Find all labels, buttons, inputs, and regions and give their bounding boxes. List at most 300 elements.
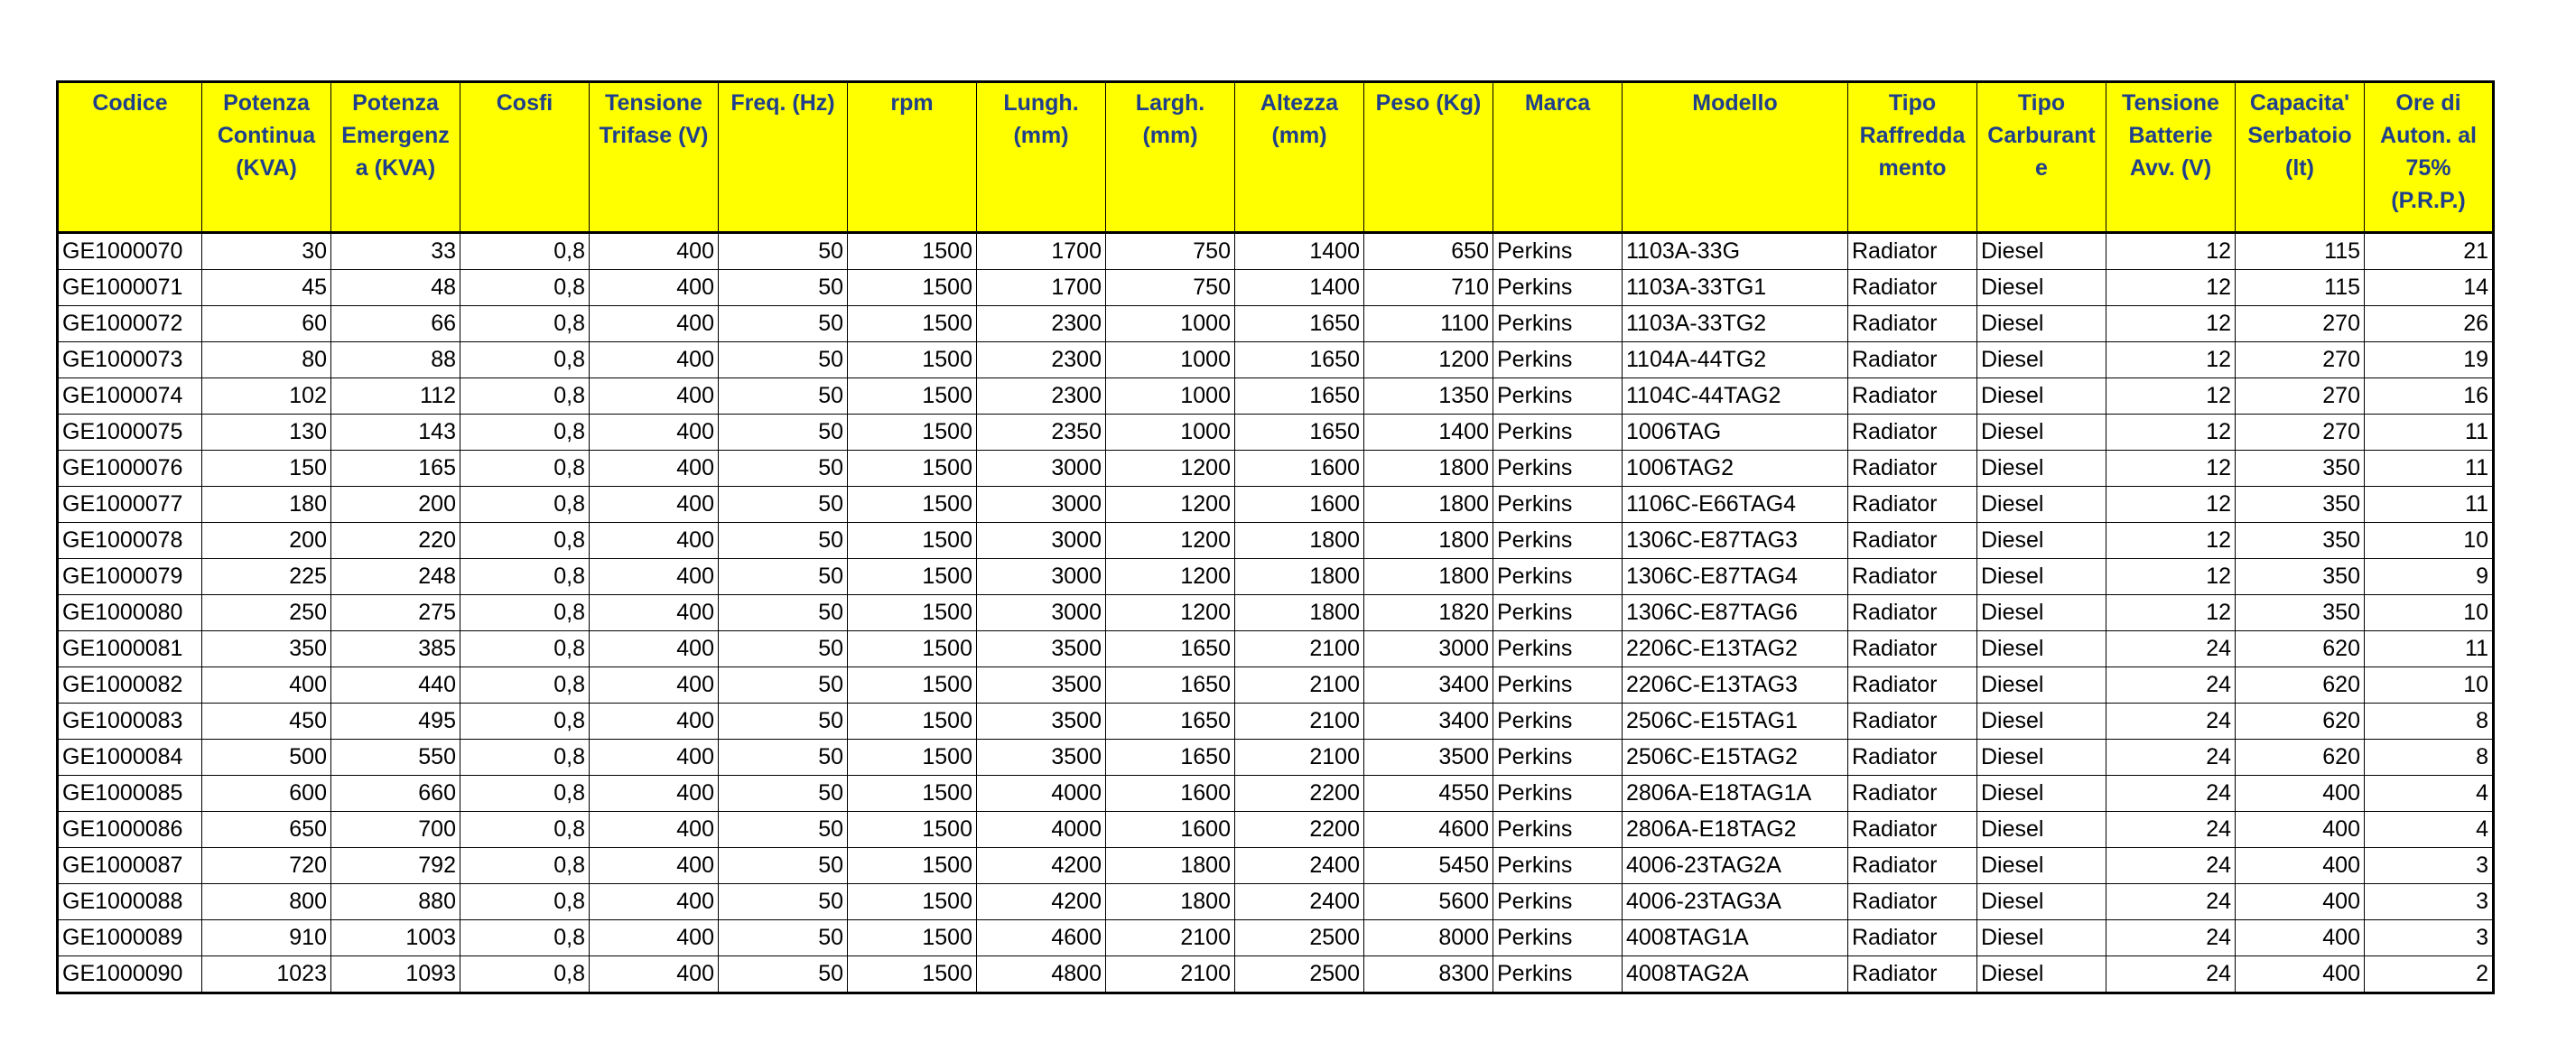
table-cell: 24 <box>2106 704 2236 740</box>
table-cell: 2100 <box>1106 920 1235 956</box>
table-cell: 1500 <box>848 378 977 415</box>
table-cell: 1400 <box>1235 270 1364 306</box>
table-cell: Perkins <box>1493 812 1623 848</box>
table-cell: 1800 <box>1364 451 1493 487</box>
table-cell: 0,8 <box>460 415 590 451</box>
table-cell: Radiator <box>1848 342 1977 378</box>
table-cell: 3 <box>2365 848 2494 884</box>
table-cell: 24 <box>2106 812 2236 848</box>
table-cell: Perkins <box>1493 595 1623 631</box>
table-cell: 2100 <box>1235 667 1364 704</box>
column-header-line: Avv. (V) <box>2129 155 2212 181</box>
column-header-line: Serbatoio <box>2247 123 2352 148</box>
table-cell: 112 <box>331 378 460 415</box>
table-cell: 400 <box>2236 920 2365 956</box>
table-cell: GE1000073 <box>58 342 202 378</box>
table-cell: 1106C-E66TAG4 <box>1623 487 1848 523</box>
table-cell: 3 <box>2365 920 2494 956</box>
table-cell: 2506C-E15TAG1 <box>1623 704 1848 740</box>
table-cell: 4006-23TAG2A <box>1623 848 1848 884</box>
table-cell: 248 <box>331 559 460 595</box>
table-cell: 1103A-33TG2 <box>1623 306 1848 342</box>
table-cell: 50 <box>719 523 848 559</box>
table-cell: 11 <box>2365 487 2494 523</box>
table-cell: Perkins <box>1493 415 1623 451</box>
table-cell: 400 <box>590 884 719 920</box>
table-cell: 80 <box>202 342 331 378</box>
table-cell: 3000 <box>977 451 1106 487</box>
table-cell: 440 <box>331 667 460 704</box>
table-cell: 1003 <box>331 920 460 956</box>
table-cell: 2300 <box>977 306 1106 342</box>
table-cell: 11 <box>2365 631 2494 667</box>
table-cell: 400 <box>590 233 719 270</box>
column-header-line: Auton. al <box>2380 123 2477 148</box>
table-cell: 10 <box>2365 595 2494 631</box>
table-cell: 500 <box>202 740 331 776</box>
table-cell: Diesel <box>1977 233 2106 270</box>
table-cell: 600 <box>202 776 331 812</box>
table-cell: 400 <box>590 342 719 378</box>
table-cell: 350 <box>2236 595 2365 631</box>
table-cell: 550 <box>331 740 460 776</box>
table-cell: 0,8 <box>460 704 590 740</box>
table-cell: Diesel <box>1977 342 2106 378</box>
table-cell: 750 <box>1106 233 1235 270</box>
table-cell: Diesel <box>1977 667 2106 704</box>
column-header-line: Batterie <box>2128 123 2213 148</box>
table-cell: Radiator <box>1848 415 1977 451</box>
table-cell: Radiator <box>1848 270 1977 306</box>
table-cell: 1500 <box>848 812 977 848</box>
table-cell: Perkins <box>1493 740 1623 776</box>
table-cell: 1400 <box>1235 233 1364 270</box>
table-cell: Diesel <box>1977 270 2106 306</box>
table-cell: 4550 <box>1364 776 1493 812</box>
table-row <box>58 523 2494 559</box>
table-cell: Perkins <box>1493 270 1623 306</box>
column-header-line: (mm) <box>1271 123 1327 148</box>
table-row <box>58 884 2494 920</box>
table-row <box>58 740 2494 776</box>
table-cell: 4006-23TAG3A <box>1623 884 1848 920</box>
column-header-line: Modello <box>1692 90 1778 116</box>
table-cell: 1650 <box>1106 667 1235 704</box>
table-cell: 50 <box>719 595 848 631</box>
table-cell: 50 <box>719 956 848 993</box>
table-row <box>58 233 2494 270</box>
table-cell: 2500 <box>1235 920 1364 956</box>
table-cell: 270 <box>2236 342 2365 378</box>
table-cell: GE1000090 <box>58 956 202 993</box>
column-header-line: Marca <box>1524 90 1591 116</box>
table-row <box>58 920 2494 956</box>
table-row <box>58 631 2494 667</box>
column-header <box>1848 82 1977 233</box>
table-cell: 0,8 <box>460 848 590 884</box>
table-cell: 165 <box>331 451 460 487</box>
column-header-line: (mm) <box>1142 123 1198 148</box>
table-cell: 8000 <box>1364 920 1493 956</box>
table-cell: 0,8 <box>460 667 590 704</box>
table-cell: 1200 <box>1106 559 1235 595</box>
table-cell: 0,8 <box>460 342 590 378</box>
table-cell: 2400 <box>1235 884 1364 920</box>
table-cell: 1800 <box>1235 523 1364 559</box>
table-cell: 3500 <box>977 704 1106 740</box>
column-header-line: Capacita' <box>2249 90 2350 116</box>
table-cell: 1023 <box>202 956 331 993</box>
table-cell: Radiator <box>1848 595 1977 631</box>
table-cell: 0,8 <box>460 631 590 667</box>
column-header-line: mento <box>1878 155 1947 181</box>
table-cell: 0,8 <box>460 595 590 631</box>
table-cell: 50 <box>719 812 848 848</box>
table-cell: 24 <box>2106 920 2236 956</box>
table-cell: Perkins <box>1493 487 1623 523</box>
column-header-line: Potenza <box>352 90 439 116</box>
table-row <box>58 559 2494 595</box>
table-cell: 12 <box>2106 559 2236 595</box>
table-cell: Diesel <box>1977 740 2106 776</box>
table-cell: 1500 <box>848 704 977 740</box>
table-cell: 400 <box>590 415 719 451</box>
table-cell: Diesel <box>1977 487 2106 523</box>
table-cell: 3000 <box>977 523 1106 559</box>
column-header <box>1623 82 1848 233</box>
table-cell: 1600 <box>1106 776 1235 812</box>
table-cell: 400 <box>590 740 719 776</box>
table-cell: GE1000082 <box>58 667 202 704</box>
table-cell: 2806A-E18TAG1A <box>1623 776 1848 812</box>
column-header <box>2106 82 2236 233</box>
table-cell: 60 <box>202 306 331 342</box>
table-cell: 270 <box>2236 306 2365 342</box>
table-cell: 720 <box>202 848 331 884</box>
table-cell: 350 <box>2236 451 2365 487</box>
column-header <box>848 82 977 233</box>
table-cell: 400 <box>590 667 719 704</box>
table-cell: Perkins <box>1493 523 1623 559</box>
table-cell: 24 <box>2106 740 2236 776</box>
table-cell: 4 <box>2365 776 2494 812</box>
table-cell: 1500 <box>848 740 977 776</box>
column-header-line: 75% <box>2405 155 2451 181</box>
table-cell: Radiator <box>1848 451 1977 487</box>
table-cell: 1100 <box>1364 306 1493 342</box>
table-cell: 250 <box>202 595 331 631</box>
table-cell: 24 <box>2106 956 2236 993</box>
table-cell: 1500 <box>848 956 977 993</box>
table-cell: 2500 <box>1235 956 1364 993</box>
table-cell: 50 <box>719 378 848 415</box>
table-cell: Radiator <box>1848 848 1977 884</box>
table-cell: Radiator <box>1848 559 1977 595</box>
table-cell: 0,8 <box>460 812 590 848</box>
table-cell: 30 <box>202 233 331 270</box>
table-cell: Radiator <box>1848 920 1977 956</box>
table-cell: 2300 <box>977 378 1106 415</box>
table-cell: 0,8 <box>460 270 590 306</box>
table-cell: 1103A-33TG1 <box>1623 270 1848 306</box>
table-cell: 1500 <box>848 451 977 487</box>
column-header-line: Potenza <box>223 90 310 116</box>
table-cell: Diesel <box>1977 595 2106 631</box>
table-cell: 1200 <box>1106 523 1235 559</box>
table-cell: 1500 <box>848 884 977 920</box>
table-cell: 1200 <box>1106 595 1235 631</box>
column-header <box>202 82 331 233</box>
table-cell: 50 <box>719 559 848 595</box>
table-cell: 1500 <box>848 487 977 523</box>
table-cell: 700 <box>331 812 460 848</box>
table-row <box>58 956 2494 993</box>
table-cell: Radiator <box>1848 956 1977 993</box>
table-cell: Radiator <box>1848 306 1977 342</box>
table-cell: GE1000085 <box>58 776 202 812</box>
table-cell: Radiator <box>1848 487 1977 523</box>
table-cell: 0,8 <box>460 233 590 270</box>
table-cell: 1000 <box>1106 415 1235 451</box>
column-header-line: Emergenz <box>341 123 450 148</box>
table-cell: 1500 <box>848 631 977 667</box>
table-cell: 4200 <box>977 884 1106 920</box>
table-cell: 1103A-33G <box>1623 233 1848 270</box>
table-cell: 1700 <box>977 233 1106 270</box>
table-cell: 150 <box>202 451 331 487</box>
table-cell: 130 <box>202 415 331 451</box>
table-cell: 1093 <box>331 956 460 993</box>
table-cell: 2100 <box>1235 631 1364 667</box>
table-cell: 400 <box>590 559 719 595</box>
table-cell: 3400 <box>1364 667 1493 704</box>
table-cell: 12 <box>2106 487 2236 523</box>
table-row <box>58 595 2494 631</box>
table-cell: 400 <box>2236 812 2365 848</box>
table-cell: 1820 <box>1364 595 1493 631</box>
table-cell: Perkins <box>1493 704 1623 740</box>
table-cell: 2300 <box>977 342 1106 378</box>
table-cell: 0,8 <box>460 776 590 812</box>
table-row <box>58 776 2494 812</box>
table-cell: 400 <box>590 487 719 523</box>
column-header-line: a (KVA) <box>355 155 436 181</box>
column-header-line: Raffredda <box>1859 123 1966 148</box>
table-cell: 2200 <box>1235 812 1364 848</box>
table-cell: 792 <box>331 848 460 884</box>
table-cell: 1500 <box>848 848 977 884</box>
column-header-line: Tipo <box>2017 90 2066 116</box>
table-cell: 12 <box>2106 270 2236 306</box>
table-cell: 200 <box>331 487 460 523</box>
table-cell: GE1000079 <box>58 559 202 595</box>
table-cell: GE1000072 <box>58 306 202 342</box>
table-cell: 50 <box>719 631 848 667</box>
table-cell: 50 <box>719 704 848 740</box>
table-cell: 16 <box>2365 378 2494 415</box>
table-cell: 400 <box>2236 884 2365 920</box>
table-cell: Perkins <box>1493 306 1623 342</box>
column-header-line: Altezza <box>1260 90 1339 116</box>
table-cell: 3 <box>2365 884 2494 920</box>
table-cell: 4008TAG1A <box>1623 920 1848 956</box>
table-cell: 4 <box>2365 812 2494 848</box>
table-cell: 1800 <box>1364 487 1493 523</box>
table-cell: 270 <box>2236 378 2365 415</box>
table-cell: Diesel <box>1977 378 2106 415</box>
table-cell: Perkins <box>1493 559 1623 595</box>
table-cell: 50 <box>719 270 848 306</box>
table-cell: 2806A-E18TAG2 <box>1623 812 1848 848</box>
table-cell: 1500 <box>848 667 977 704</box>
table-cell: 1600 <box>1235 451 1364 487</box>
table-cell: Radiator <box>1848 884 1977 920</box>
table-cell: 0,8 <box>460 451 590 487</box>
table-cell: GE1000076 <box>58 451 202 487</box>
column-header <box>977 82 1106 233</box>
column-header-line: Lungh. <box>1003 90 1079 116</box>
table-cell: 8 <box>2365 740 2494 776</box>
table-cell: 2100 <box>1235 740 1364 776</box>
table-cell: 910 <box>202 920 331 956</box>
table-cell: GE1000080 <box>58 595 202 631</box>
table-cell: 1800 <box>1106 848 1235 884</box>
table-cell: 1800 <box>1364 523 1493 559</box>
table-cell: 1306C-E87TAG4 <box>1623 559 1848 595</box>
table-cell: 0,8 <box>460 559 590 595</box>
table-cell: 620 <box>2236 740 2365 776</box>
table-cell: 880 <box>331 884 460 920</box>
column-header-line: rpm <box>890 90 934 116</box>
table-cell: 0,8 <box>460 920 590 956</box>
column-header-line: Ore di <box>2395 90 2461 116</box>
column-header <box>1493 82 1623 233</box>
column-header-line: Tensione <box>605 90 702 116</box>
table-cell: Radiator <box>1848 378 1977 415</box>
table-cell: 650 <box>1364 233 1493 270</box>
table-cell: 115 <box>2236 233 2365 270</box>
table-cell: 1650 <box>1235 306 1364 342</box>
column-header-line: Carburant <box>1987 123 2096 148</box>
table-cell: 400 <box>2236 776 2365 812</box>
column-header-line: Continua <box>217 123 316 148</box>
table-cell: 3000 <box>977 559 1106 595</box>
table-cell: 1800 <box>1106 884 1235 920</box>
table-cell: 0,8 <box>460 378 590 415</box>
table-cell: 1306C-E87TAG6 <box>1623 595 1848 631</box>
table-cell: 24 <box>2106 884 2236 920</box>
table-cell: 350 <box>2236 523 2365 559</box>
table-cell: 1500 <box>848 233 977 270</box>
table-header <box>58 82 2494 233</box>
table-cell: Diesel <box>1977 812 2106 848</box>
table-cell: Perkins <box>1493 451 1623 487</box>
table-cell: 1306C-E87TAG3 <box>1623 523 1848 559</box>
table-cell: 11 <box>2365 415 2494 451</box>
table-cell: 1500 <box>848 306 977 342</box>
table-cell: 50 <box>719 884 848 920</box>
column-header-line: Cosfi <box>496 90 553 116</box>
column-header <box>58 82 202 233</box>
table-cell: Perkins <box>1493 776 1623 812</box>
table-cell: 620 <box>2236 631 2365 667</box>
column-header <box>2365 82 2494 233</box>
table-cell: 50 <box>719 342 848 378</box>
table-cell: 12 <box>2106 342 2236 378</box>
table-cell: 2206C-E13TAG3 <box>1623 667 1848 704</box>
table-cell: 1400 <box>1364 415 1493 451</box>
table-cell: 45 <box>202 270 331 306</box>
table-cell: 400 <box>590 812 719 848</box>
table-cell: 1006TAG2 <box>1623 451 1848 487</box>
table-cell: GE1000084 <box>58 740 202 776</box>
generator-spec-table <box>56 80 2495 994</box>
table-cell: 0,8 <box>460 956 590 993</box>
table-cell: GE1000081 <box>58 631 202 667</box>
table-cell: 225 <box>202 559 331 595</box>
table-cell: 1650 <box>1106 704 1235 740</box>
table-cell: 800 <box>202 884 331 920</box>
table-cell: GE1000074 <box>58 378 202 415</box>
column-header-line: Largh. <box>1135 90 1205 116</box>
table-cell: 1500 <box>848 342 977 378</box>
table-cell: GE1000070 <box>58 233 202 270</box>
table-cell: 400 <box>202 667 331 704</box>
table-cell: 50 <box>719 740 848 776</box>
column-header <box>719 82 848 233</box>
table-cell: 1650 <box>1235 415 1364 451</box>
table-cell: Radiator <box>1848 704 1977 740</box>
column-header-line: (mm) <box>1013 123 1069 148</box>
table-cell: 0,8 <box>460 523 590 559</box>
column-header <box>1364 82 1493 233</box>
table-cell: 1500 <box>848 523 977 559</box>
table-cell: 12 <box>2106 233 2236 270</box>
table-cell: 660 <box>331 776 460 812</box>
table-cell: 1500 <box>848 776 977 812</box>
table-cell: 11 <box>2365 451 2494 487</box>
table-cell: 3000 <box>977 595 1106 631</box>
table-cell: Diesel <box>1977 884 2106 920</box>
table-cell: 1000 <box>1106 378 1235 415</box>
column-header-line: (KVA) <box>236 155 297 181</box>
table-cell: Diesel <box>1977 848 2106 884</box>
table-cell: 1104A-44TG2 <box>1623 342 1848 378</box>
table-cell: 21 <box>2365 233 2494 270</box>
table-cell: GE1000075 <box>58 415 202 451</box>
column-header-line: (P.R.P.) <box>2391 188 2466 213</box>
column-header-line: Codice <box>92 90 168 116</box>
table-cell: 88 <box>331 342 460 378</box>
table-cell: 3500 <box>977 667 1106 704</box>
table-cell: 4008TAG2A <box>1623 956 1848 993</box>
table-cell: 9 <box>2365 559 2494 595</box>
table-cell: 2506C-E15TAG2 <box>1623 740 1848 776</box>
table-cell: 4800 <box>977 956 1106 993</box>
table-cell: 400 <box>590 306 719 342</box>
table-cell: 1000 <box>1106 342 1235 378</box>
table-cell: 1200 <box>1106 451 1235 487</box>
table-cell: 1200 <box>1364 342 1493 378</box>
table-cell: 400 <box>590 776 719 812</box>
column-header-line: e <box>2035 155 2048 181</box>
table-cell: 19 <box>2365 342 2494 378</box>
table-cell: 4200 <box>977 848 1106 884</box>
table-cell: 1500 <box>848 270 977 306</box>
table-cell: 2 <box>2365 956 2494 993</box>
table-cell: Diesel <box>1977 776 2106 812</box>
table-cell: GE1000077 <box>58 487 202 523</box>
